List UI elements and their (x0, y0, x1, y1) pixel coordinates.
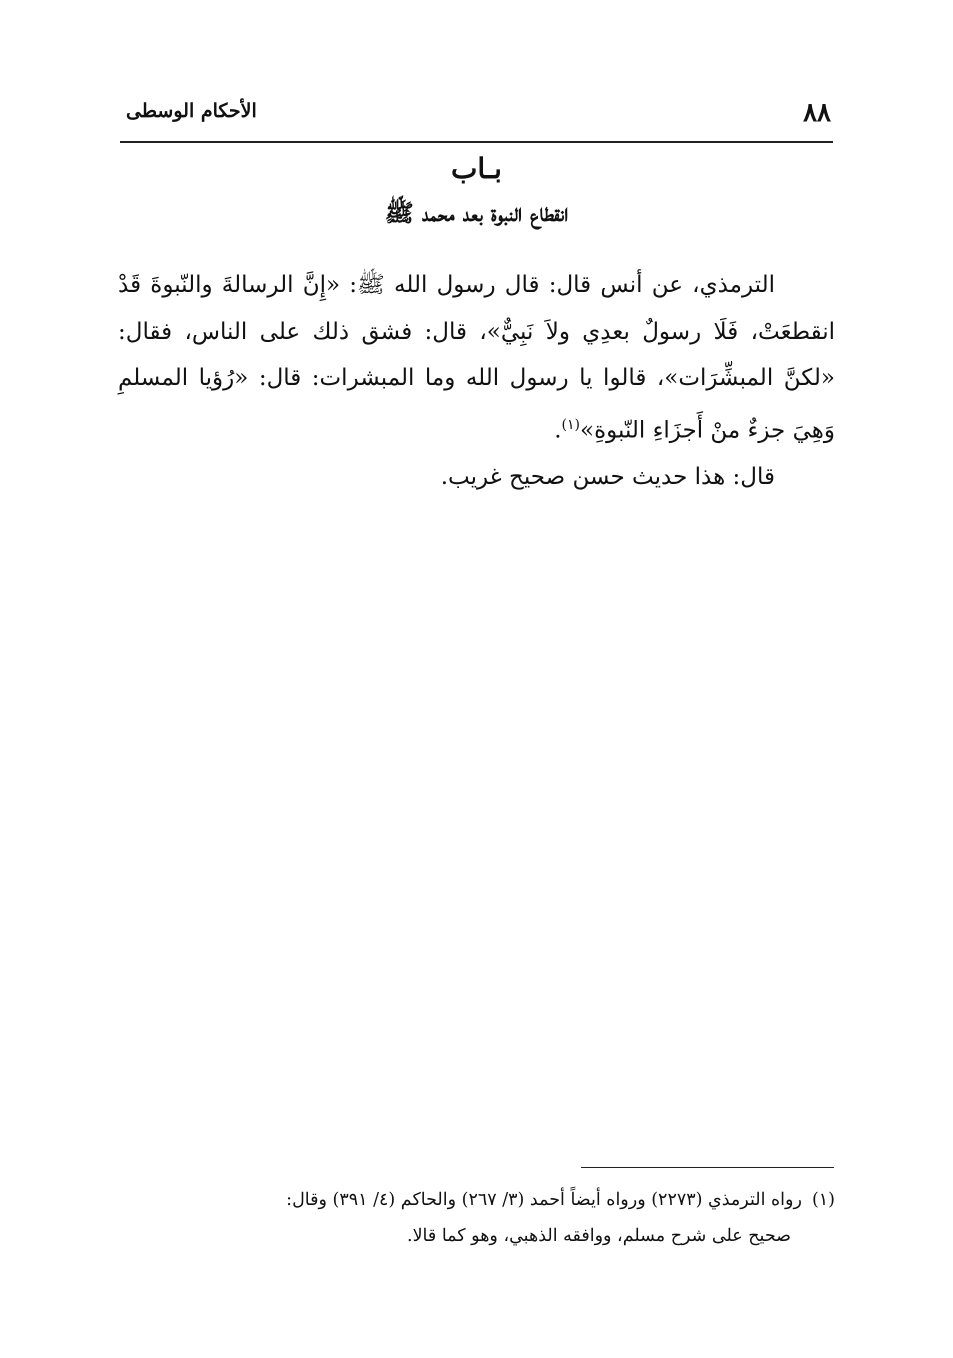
footnote-line: صحيح على شرح مسلم، ووافقه الذهبي، وهو كما قالا. (407, 1226, 791, 1246)
paragraph (118, 262, 835, 454)
paragraph: قال: هذا حديث حسن صحيح غريب. (440, 463, 775, 490)
chapter-heading: بـاب (451, 152, 502, 185)
page-number: ٨٨ (803, 98, 831, 128)
running-title: الأحكام الوسطى (126, 100, 257, 122)
chapter-subtitle: انقطاع النبوة بعد محمد ﷺ (384, 198, 569, 227)
header-rule (120, 141, 833, 143)
body-text (118, 262, 835, 500)
paragraph-text: الترمذي، عن أنس قال: قال رسول الله ﷺ: «إِنَّ الرسالةَ والنّبوةَ قَدْ انقطعَتْ، فَلَا رسولٌ بعدِي ولاَ نَبِيٌّ»، قال: فشق ذلك على الناس، فقال: «لكنَّ المبشِّرَات»، قالوا يا رسول الله وما المبشرات: قال: «رُؤيا المسلمِ وَهِيَ جزءٌ منْ أَجزَاءِ النّبوةِ» (118, 272, 835, 444)
page-header (120, 96, 833, 132)
footnote-line: رواه الترمذي (٢٢٧٣) ورواه أيضاً أحمد (٣/ ٢٦٧) والحاكم (٤/ ٣٩١) وقال: (286, 1190, 802, 1210)
footnote-rule (581, 1167, 834, 1168)
footnote (118, 1182, 835, 1254)
paragraph-end: . (554, 417, 562, 444)
footnote-marker: (١) (811, 1190, 835, 1210)
footnote-reference[interactable]: (١) (561, 416, 580, 433)
